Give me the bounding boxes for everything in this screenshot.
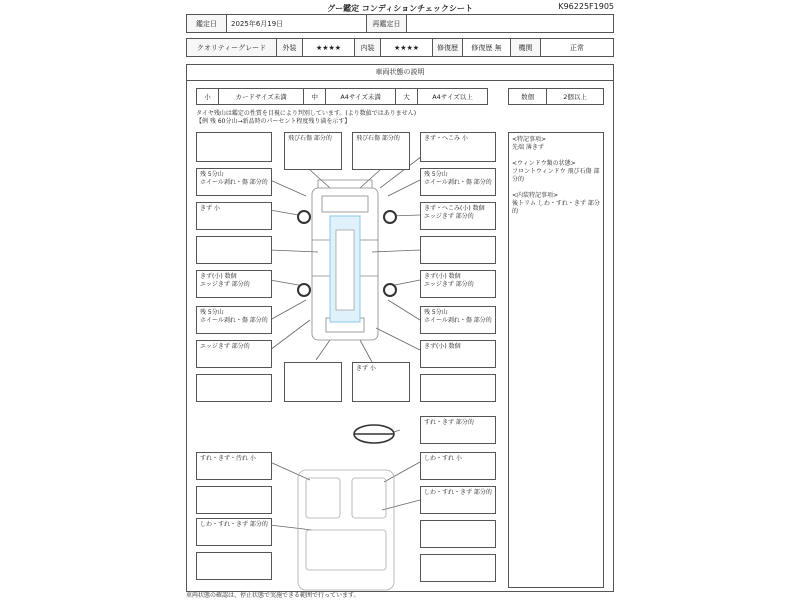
damage-box-left-5: 残 5分山 ホイール剥れ・傷 部分的: [196, 306, 272, 334]
size-small: 小: [197, 89, 219, 105]
damage-box-right-6: きず(小) 数個: [420, 340, 496, 368]
interior-rating: ★★★★: [381, 39, 433, 57]
repair-history-value: 修復歴 無: [463, 39, 511, 57]
footer-note: 車両状態の確認は、停止状態で実施できる範囲で行っています。: [186, 592, 360, 599]
wheel-front-right: [384, 211, 396, 223]
damage-box-bottom-2: きず 小: [352, 362, 410, 402]
damage-box-right-2: きず・へこみ(小) 数個 エッジきず 部分的: [420, 202, 496, 230]
damage-box-left-2: きず 小: [196, 202, 272, 230]
damage-box-left-6: エッジきず 部分的: [196, 340, 272, 368]
damage-box-right-3: [420, 236, 496, 264]
damage-box-left-7: [196, 374, 272, 402]
steering-damage-box: すれ・きず 部分的: [420, 416, 496, 444]
wheel-rear-left: [298, 284, 310, 296]
special-notes-panel: <特記事項> 先端 薄きず <ウィンドウ類の状態> フロントウィンドウ 飛び石傷 部分的 <内装特記事項> 後トリム しわ・すれ・きず 部分的: [508, 132, 604, 588]
interior-box-right-3: [420, 520, 496, 548]
interior-box-left-3: しわ・すれ・きず 部分的: [196, 518, 272, 546]
reassess-date-label: 再鑑定日: [367, 15, 407, 33]
count-value: 2個以上: [547, 89, 604, 105]
interior-seats: [298, 470, 394, 590]
damage-box-right-1: 残 5分山 ホイール剥れ・傷 部分的: [420, 168, 496, 196]
engine-label: 機関: [511, 39, 541, 57]
wheel-rear-right: [384, 284, 396, 296]
car-roof: [336, 230, 354, 310]
interior-box-left-1: すれ・きず・汚れ 小: [196, 452, 272, 480]
exterior-rating: ★★★★: [303, 39, 355, 57]
sheet-title: グー鑑定 コンディションチェックシート: [327, 4, 473, 13]
interior-box-right-1: しわ・すれ 小: [420, 452, 496, 480]
damage-box-right-4: きず(小) 数個 エッジきず 部分的: [420, 270, 496, 298]
wheel-front-left: [298, 211, 310, 223]
damage-box-left-4: きず(小) 数個 エッジきず 部分的: [196, 270, 272, 298]
count-label: 数個: [509, 89, 547, 105]
engine-value: 正常: [541, 39, 614, 57]
size-large: 大: [396, 89, 418, 105]
exterior-label: 外装: [277, 39, 303, 57]
interior-box-right-2: しわ・すれ・きず 部分的: [420, 486, 496, 514]
tire-note: タイヤ残山は鑑定の性質を目視により判別しています。(より数値ではありません): [196, 110, 417, 117]
sheet-code: K96225F1905: [558, 2, 614, 11]
size-medium: 中: [304, 89, 326, 105]
damage-box-left-1: 残 5分山 ホイール剥れ・傷 部分的: [196, 168, 272, 196]
interior-box-left-4: [196, 552, 272, 580]
damage-box-right-5: 残 5分山 ホイール剥れ・傷 部分的: [420, 306, 496, 334]
section-title: 車両状態の説明: [186, 64, 614, 81]
damage-box-top-4: きず・へこみ 小: [420, 132, 496, 162]
damage-box-right-7: [420, 374, 496, 402]
damage-box-left-3: [196, 236, 272, 264]
size-small-desc: カードサイズ未満: [218, 89, 303, 105]
damage-box-top-2: 飛び石傷 部分的: [284, 132, 342, 170]
size-medium-desc: A4サイズ未満: [326, 89, 396, 105]
size-large-desc: A4サイズ以上: [417, 89, 487, 105]
interior-box-left-2: [196, 486, 272, 514]
steering-wheel-icon: [354, 425, 394, 443]
repair-history-label: 修復歴: [433, 39, 463, 57]
damage-box-top-3: 飛び石傷 部分的: [352, 132, 410, 170]
tire-example-note: 【例 残 60分山→新品時のパーセント程度残り満を示す】: [196, 118, 351, 125]
damage-box-top-1: [196, 132, 272, 162]
quality-grade-label: クオリティーグレード: [187, 39, 277, 57]
interior-label: 内装: [355, 39, 381, 57]
assess-date-label: 鑑定日: [187, 15, 227, 33]
interior-box-right-4: [420, 554, 496, 582]
damage-box-bottom-1: [284, 362, 342, 402]
assess-date-value: 2025年6月19日: [227, 15, 367, 33]
